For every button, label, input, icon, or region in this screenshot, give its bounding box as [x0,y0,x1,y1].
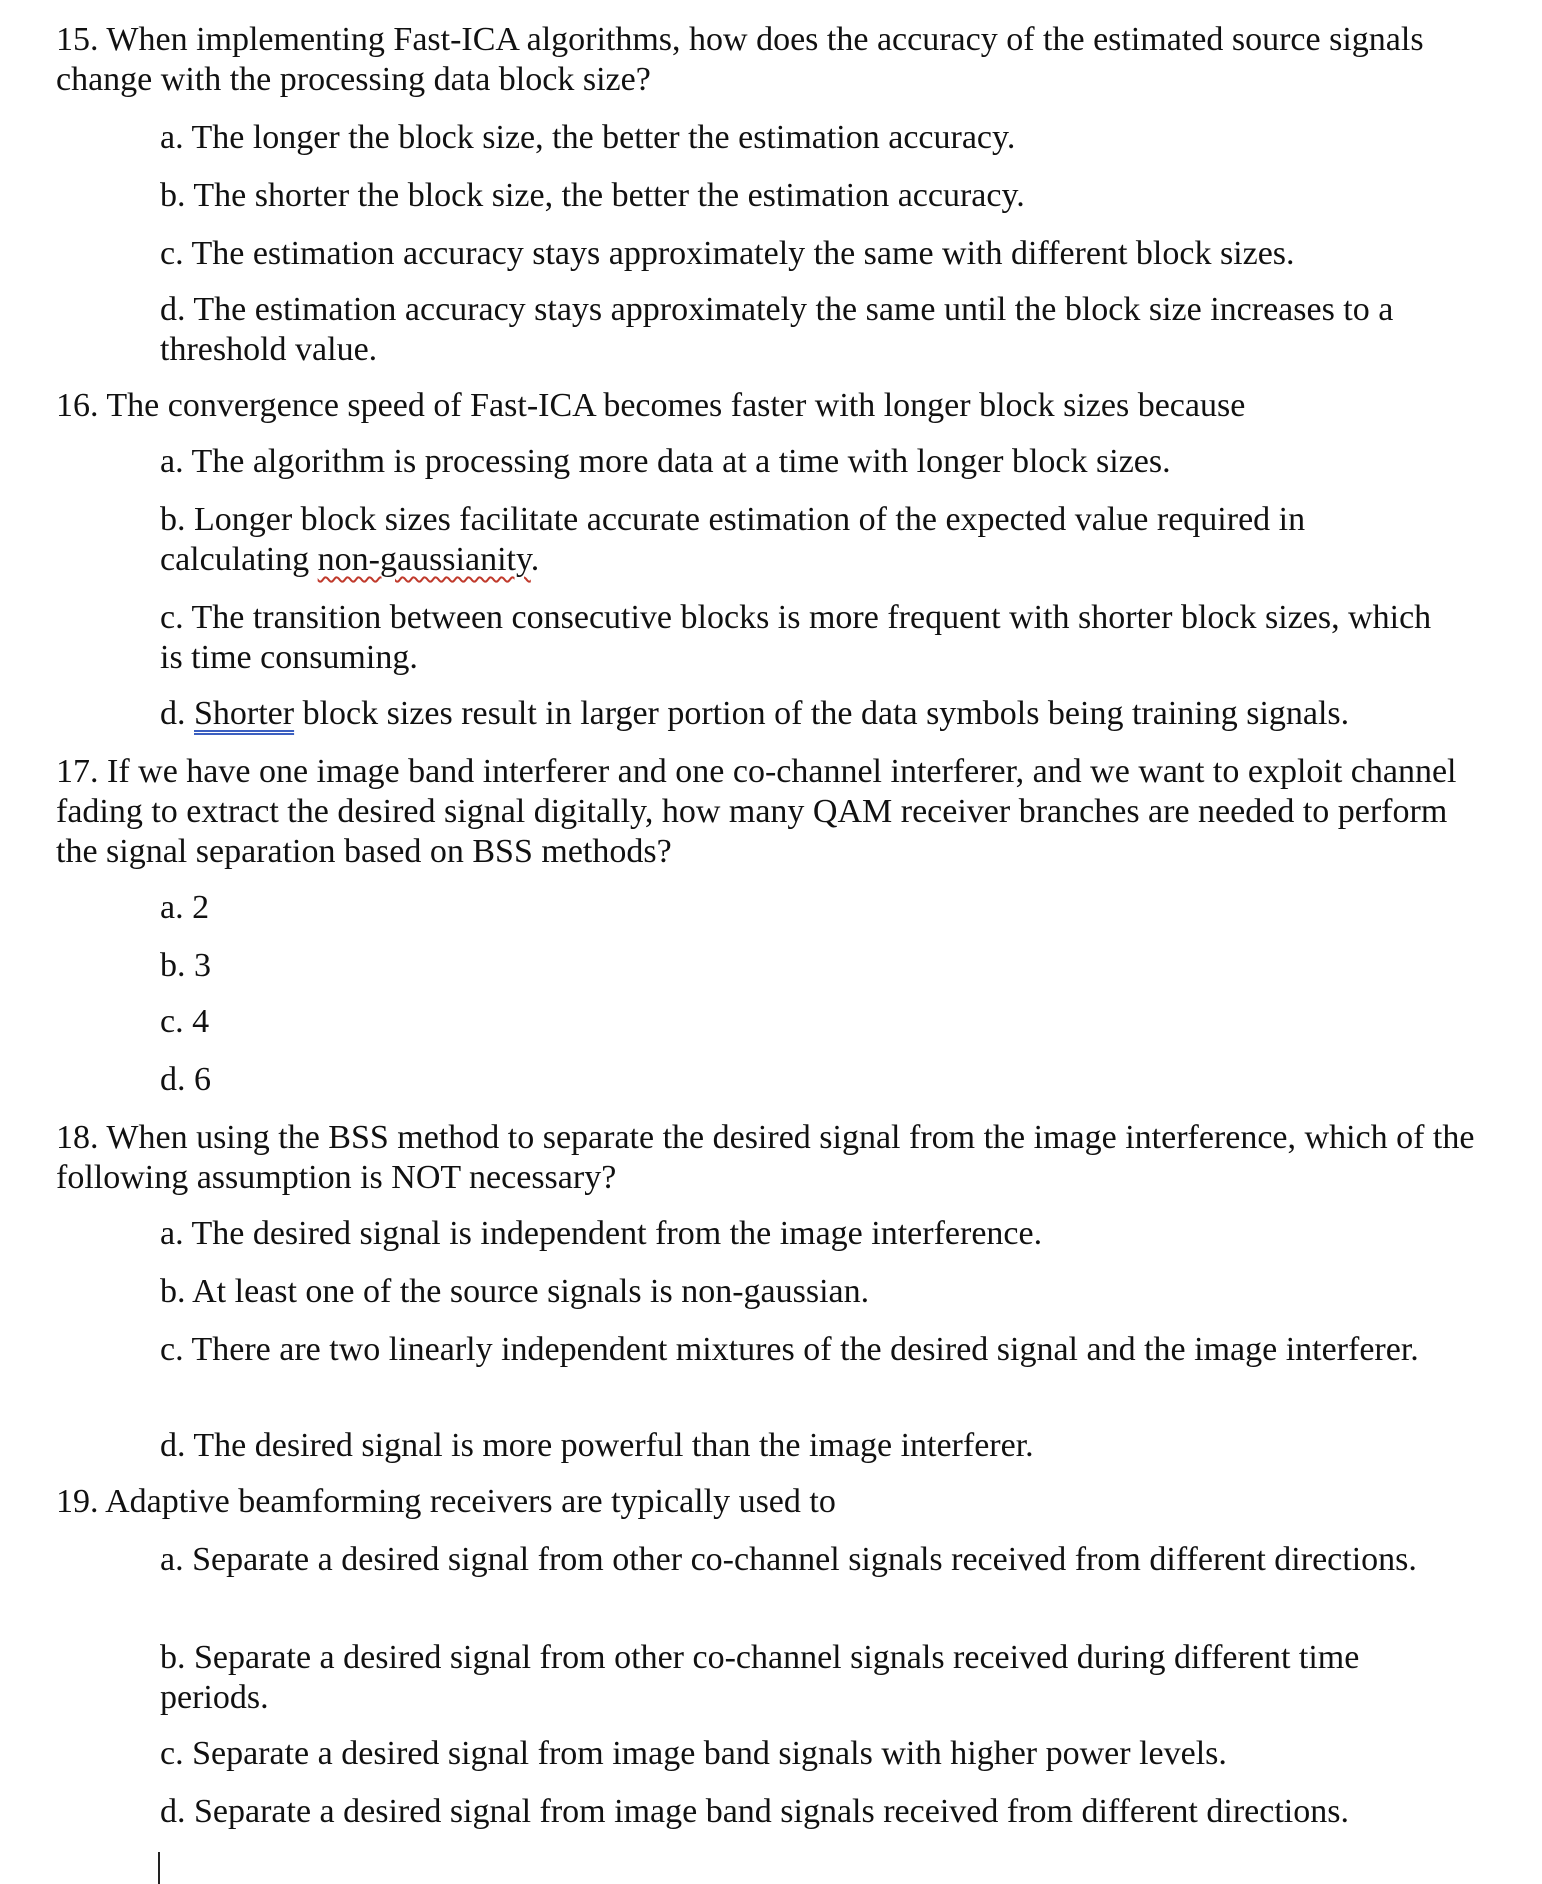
spelling-flag[interactable]: non-gaussianity [317,541,531,578]
question-18-option-a: a. The desired signal is independent from the image interference. [160,1215,1043,1252]
question-16-option-a: a. The algorithm is processing more data at a time with longer block sizes. [160,443,1171,480]
option-text: . [530,541,540,578]
question-16-option-d [160,694,1440,734]
option-text: b. Longer block sizes facilitate accurate estimation of the expected value required in calculating [160,501,1306,578]
question-16-stem: 16. The convergence speed of Fast-ICA becomes faster with longer block sizes because [56,387,1246,424]
question-17-option-a: a. 2 [160,889,210,926]
question-17-option-b: b. 3 [160,947,211,984]
question-17-option-c: c. 4 [160,1003,210,1040]
question-17-stem: 17. If we have one image band interferer and one co-channel interferer, and we want to exploit channel fading to extract the desired signal digitally, how many QAM receiver branches are needed to perform the signal separation based on BSS methods? [56,753,1457,870]
option-text: d. [160,695,194,732]
question-18-stem: 18. When using the BSS method to separate the desired signal from the image interference, which of the following assumption is NOT necessary? [56,1119,1475,1196]
text-cursor [158,1852,160,1884]
question-15-option-a: a. The longer the block size, the better the estimation accuracy. [160,119,1016,156]
question-18-option-c: c. There are two linearly independent mixtures of the desired signal and the image interferer. [160,1331,1419,1368]
question-18-option-b: b. At least one of the source signals is non-gaussian. [160,1273,870,1310]
question-15-option-b: b. The shorter the block size, the better the estimation accuracy. [160,177,1025,214]
grammar-flag[interactable]: Shorter [194,695,295,732]
question-19-option-d: d. Separate a desired signal from image band signals received from different directions. [160,1793,1349,1830]
option-text: block sizes result in larger portion of the data symbols being training signals. [294,695,1350,732]
question-17-option-d: d. 6 [160,1061,211,1098]
question-15-stem: 15. When implementing Fast-ICA algorithms, how does the accuracy of the estimated source signals change with the processing data block size? [56,21,1424,98]
question-15-option-c: c. The estimation accuracy stays approximately the same with different block sizes. [160,235,1295,272]
question-15-option-d: d. The estimation accuracy stays approximately the same until the block size increases to a threshold value. [160,291,1394,368]
question-19-option-c: c. Separate a desired signal from image band signals with higher power levels. [160,1735,1227,1772]
question-19-stem: 19. Adaptive beamforming receivers are typically used to [56,1483,836,1520]
question-18-option-d: d. The desired signal is more powerful than the image interferer. [160,1427,1034,1464]
question-16-option-c: c. The transition between consecutive blocks is more frequent with shorter block sizes, which is time consuming. [160,599,1432,676]
question-19-option-b: b. Separate a desired signal from other co-channel signals received during different time periods. [160,1639,1360,1716]
question-19-option-a: a. Separate a desired signal from other co-channel signals received from different directions. [160,1541,1417,1578]
question-16-option-b [160,500,1440,580]
